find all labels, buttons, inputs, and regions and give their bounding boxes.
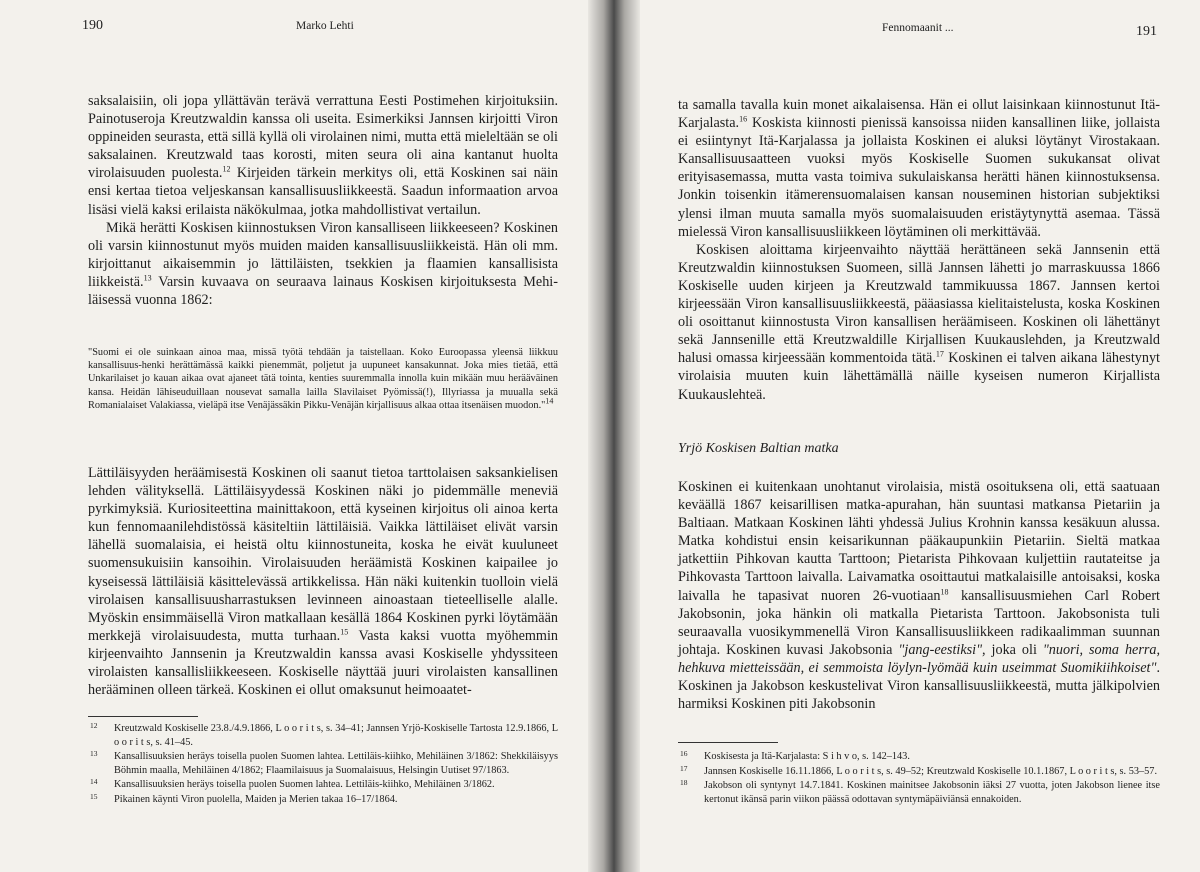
footnote-number: 14 [90,777,98,787]
section-heading: Yrjö Koskisen Baltian matka [678,441,839,456]
paragraph-continued: Koskinen ei talven aikana lähestynyt virolaisia muuten kuin lähettämällä näille kyseisen numeron Kirjallista Kuukauslehteä. [678,350,1160,403]
paragraph: Lättiläisyyden heräämisestä Koskinen oli saanut tietoa tarttolaisen saksankielisen lehden välityksellä. Lättiläisyydessä Koskinen näki jo pidemmälle meneviä pyrkimyksiä. Kuriositeettina mainittakoon, että kyseinen kirjoitus oli ainoa kerta kun fennomaanilehdistössä käsiteltiin lättiläisiä. Vaikka lättiläiset elivät varsin lähellä suomalaisia, ei heistä oltu kiinnostuneita, koska he eivät kuuluneet suomensukuisiin kansoihin. Virolaisuuden heräämistä Koskinen kaipailee jo kyseisessä lättiläisiä käsittelevässä artikkelissa. Hän näki kuitenkin tuolloin vielä virolaisen kansallisuusharrastuksen levinneen ainoastaan tieteelliselle alalle. Myöskin ensimmäisellä Viron matkallaan kesällä 1864 Koskinen pyrki löytämään merkkejä virolaisuudesta, mutta turhaan. [88,465,558,644]
footnote-mark: 14 [545,396,554,406]
footnote-mark: 17 [935,349,944,359]
body-text [88,92,558,309]
footnote-number: 15 [90,791,98,801]
footnote-mark: 16 [739,114,748,124]
footnote [88,778,558,792]
footnote-rule [88,716,198,717]
block-quote [88,346,558,412]
footnote-number: 16 [680,749,688,758]
page-number: 190 [82,18,103,33]
footnote-text: Kansallisuuksien heräys toisella puolen Suomen lahtea. Lettiläis-kiihko, Mehiläinen 3/1862: Shekkiläisyys Böhmin maalla, Mehiläinen 4/1862; Flaamilaisuus ja Suomalaisuus, Helsingin Uutiset 97/1863. [114,751,558,776]
footnote-text: Kansallisuuksien heräys toisella puolen Suomen lahtea. Lettiläis-kiihko, Mehiläinen 3/1862. [114,779,495,791]
body-text [678,96,1160,404]
footnote-text: Koskisesta ja Itä-Karjalasta: S i h v o, s. 142–143. [704,751,910,762]
quoted-term: "jang-eestiksi" [898,641,983,658]
footnotes [678,750,1160,807]
footnote [88,722,558,749]
footnote-number: 18 [680,778,688,788]
footnote [678,750,1160,764]
body-text-2 [678,478,1160,713]
running-head: Marko Lehti [296,20,354,32]
paragraph-continued: Varsin kuvaava on seuraava lainaus Koskisen kirjoituksesta Mehiläisessä vuonna 1862: [88,273,558,309]
footnote-text: Jannsen Koskiselle 16.11.1866, L o o r i t s, s. 49–52; Kreutzwald Koskiselle 10.1.1867, L o o r i t s, s. 53–57. [704,765,1158,777]
paragraph-continued: Vasta kaksi vuotta myöhemmin kirjeenvaihto Jannsenin ja Kreutzwaldin kanssa avasi Koskiselle yhdyssiteen virolaisten kansallisliikkeeseen. Koskiselle näyttää juuri virolaisten kansallinen herääminen olleen tärkeä. Koskinen ei ollut omaksunut heimoaatet- [88,627,558,699]
page-number: 191 [1136,24,1157,39]
paragraph: Mikä herätti Koskisen kiinnostuksen Viron kansalliseen liikkeeseen? Koskinen oli varsin kiinnostunut myös muiden maiden kansallisuusliikkeistä. Hän oli mm. kirjoittanut aikaisemmin jo lättiläisten, tsekkien ja flaamien kansallisista liikkeistä. [88,219,558,290]
footnote-mark: 12 [222,164,231,174]
footnote [678,779,1160,806]
paragraph: Koskinen ei kuitenkaan unohtanut virolaisia, mistä osoituksena oli, että saatuaan keväällä 1867 keisarillisen matka-apurahan, hän suuntasi matkansa Pietariin ja Baltiaan. Matkaan Koskinen lähti yhdessä Julius Krohnin kanssa kesäkuun alussa. Matka kohdistui ensin keisarikunnan pääkaupunkiin Pietariin. Sieltä matkaa jatkettiin Pihkovan kautta Tarttoon; Pietarista Pihkovaan kuljettiin rautateitse ja Pihkovasta Tarttoon laivalla. Laivamatka osoittautui matkalaisille antoisaksi, koska laivalla he tapasivat nuoren 26-vuotiaan [678,479,1160,604]
footnote-mark: 15 [340,627,349,637]
footnote [88,750,558,777]
paragraph-continued: , joka oli [982,641,1043,658]
paragraph: Koskisen aloittama kirjeenvaihto näyttää herättäneen sekä Jannsenin että Kreutzwaldin kiinnostuksen Suomeen, sillä Jannsen lähetti jo marraskuussa 1866 Koskiselle uuden kirjeen ja Kreutzwald tammikuussa 1867. Jannsen kertoi kirjeessään Viron kansallisuusliikkeestä, pääasiassa kielitaistelusta, koska Koskinen oli osoittanut kiinnostusta Viron kansallisen heräämiseen. Koskinen oli lähettänyt sekä Jannsenille että Kreutzwaldille Kirjallisen Kuukauslehden, ja Kreutzwald halusi omassa kirjeessään kommentoida tätä. [678,241,1160,367]
paragraph: ta samalla tavalla kuin monet aikalaisensa. Hän ei ollut laisinkaan kiinnostunut Itä-Karjalasta. [678,97,1160,132]
footnote-text: Pikainen käynti Viron puolella, Maiden ja Merien takaa 16–17/1864. [114,793,398,805]
running-head: Fennomaanit ... [882,22,954,34]
footnote-number: 17 [680,763,688,773]
paragraph-continued: Kirjeiden tärkein merkitys oli, että Koskinen sai näin ensi kertaa tietoa veljeskansan kansallisuusliikkeestä. Saadun informaation arvoa lisäsi vielä kaksi erilaista näkökulmaa, jotka mahdollistivat vertailun. [88,165,559,218]
footnote-text: Kreutzwald Koskiselle 23.8./4.9.1866, L o o r i t s, s. 34–41; Jannsen Yrjö-Koskiselle Tartosta 12.9.1866, L o o r i t s, s. 41–45. [114,723,558,748]
footnotes [88,722,558,808]
paragraph-continued: Koskista kiinnosti pienissä kansoissa niiden kansallinen liike, jollaista ei esiintynyt Itä-Karjalassa ja jollaista Koskinen ei aluksi löytänyt Virostakaan. Kansallisuusaatteen vuoksi myös Koskiselle Suomen sukukansat olivat erityisasemassa, mutta vasta toimiva sukulaiskansa herätti hänen kiinnostuksensa. Jonkin toisenkin itämerensuomalaisen kansan nouseminen historian subjektiksi ylensi ilman muuta samalla myös suomalaisuuden eristäytynyttä asemaa. Tässä mielessä Viron kansallisuusliikkeen löytäminen oli merkittävää. [678,115,1160,240]
footnote-number: 13 [90,749,98,759]
paragraph-continued: . Koskinen ja Jakobson keskustelivat Viron kansallisuusliikkeestä, mutta jälkipolvien harmiksi Koskinen piti Jakobsonin [678,659,1160,713]
paragraph: saksalaisiin, oli jopa yllättävän terävä verrattuna Eesti Postimehen kirjoituksiin. Painotuseroja Kreutzwaldin kanssa oli useita. Esimerkiksi Jannsen kirjoitti Viron oppineiden seurasta, että sillä kyllä oli virolainen nimi, mutta että mieleltään se oli saksalainen. Kreutzwald taas korosti, miten seura oli aina kantanut huolta virolaisuuden puolesta. [88,93,558,182]
footnote-rule [678,742,778,743]
footnote-mark: 13 [143,273,152,283]
footnote-text: Jakobson oli syntynyt 14.7.1841. Koskinen mainitsee Jakobsonin iäksi 27 vuotta, joten Jakobson lienee itse kertonut ikänsä parin viikon päässä odottavan syntymäpäiviänsä ennakoiden. [704,780,1160,805]
footnote-number: 12 [90,721,98,730]
right-page [628,0,1200,872]
paragraph-continued: kansallisuusmiehen Carl Robert Jakobsonin, joka hänkin oli matkalla Pietarista Tarttoon. Jakobsonista tuli seuraavalla vuosikymmenellä Viron Kansallisuusliikkeen radikaalimman suunnan johtaja. Koskinen kuvasi Jakobsonia [678,587,1160,658]
footnote [88,793,558,807]
quote-text: "Suomi ei ole suinkaan ainoa maa, missä työtä tehdään ja taistellaan. Koko Euroopassa yleensä liikkuu kansallisuus-henki herättämässä kaikki pienemmät, poljetut ja uupuneet kansakunnat. Joka mies tietää, että Unkarilaiset jo kauan aikaa ovat ajaneet tätä tointa, kenties suuremmalla innolla kuin mikään muu herääväinen kansa. Heidän lähiseuduillaan nousevat samalla lailla Slavilaiset Pyömissä(!), Illyriassa ja muualla sekä Romanialaiset Valakiassa, vieläpä itse Venäjässäkin Pikku-Venäjän kirjallisuus alkaa ottaa itsenäisen muodon." [88,347,558,411]
footnote-mark: 18 [940,586,949,596]
footnote [678,765,1160,779]
quoted-phrase: "nuori, soma herra, hehkuva mietteissään, ei semmoista löylyn-lyömää kuin useimmat Suomikiihkoiset" [678,641,1161,676]
body-text-2 [88,464,558,699]
